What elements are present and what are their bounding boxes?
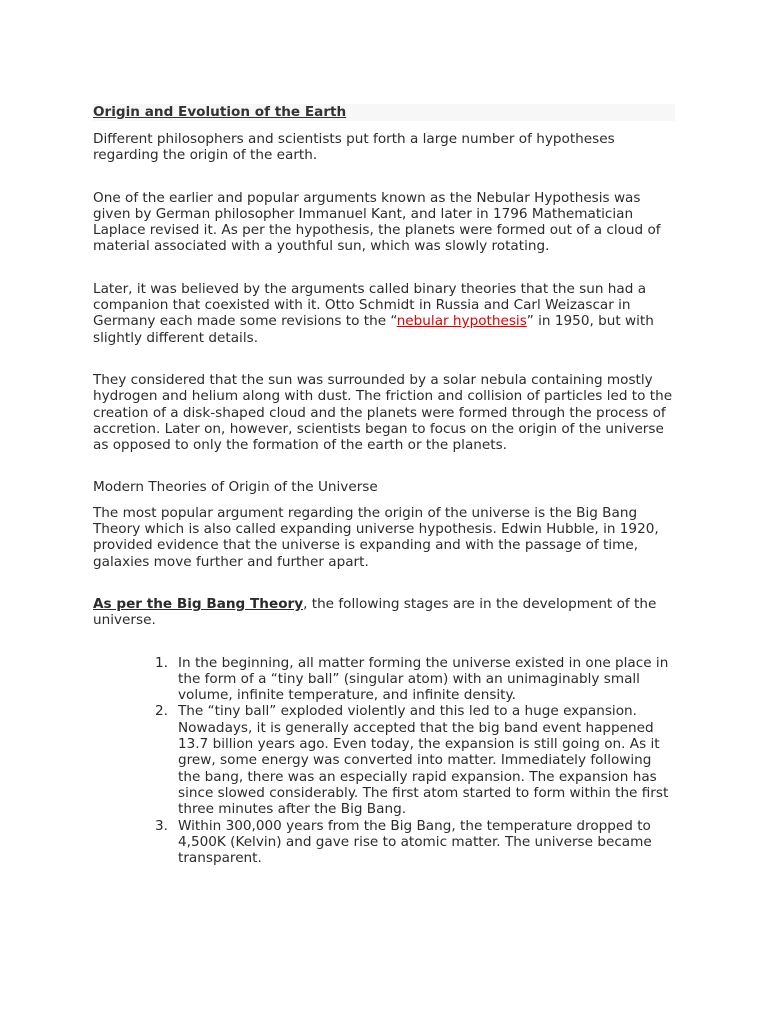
paragraph-nebular-hypothesis: One of the earlier and popular arguments known as the Nebular Hypothesis was given by German philosopher Immanuel Kant, and later in 1796 Mathematician Laplace revised it. As per the hypothesis, the planets were formed out of a cloud of material associated with a youthful sun, which was slowly rotating. <box>93 189 661 255</box>
stages-list <box>93 655 675 867</box>
list-item <box>93 818 675 867</box>
document-page <box>93 104 675 866</box>
list-item <box>93 655 675 704</box>
paragraph-binary-text-after: ” in 1950, but with slightly different details. <box>93 313 654 346</box>
list-item <box>93 703 675 817</box>
paragraph-stages-intro <box>93 596 675 629</box>
title-bar <box>93 104 675 121</box>
document-title: Origin and Evolution of the Earth <box>93 104 347 120</box>
paragraph-binary-theories <box>93 281 675 346</box>
list-item-number: 3. <box>155 817 168 834</box>
stages-intro-text: , the following stages are in the development of the universe. <box>93 595 657 629</box>
nebular-hypothesis-link[interactable]: nebular hypothesis <box>396 313 527 330</box>
paragraph-binary-text-before: Later, it was believed by the arguments called binary theories that the sun had a companion that coexisted with it. Otto Schmidt in Russia and Carl Weizascar in Germany each made some revisions to the “ <box>93 280 647 330</box>
list-item-text: In the beginning, all matter forming the universe existed in one place in the form of a “tiny ball” (singular atom) with an unimaginably small volume, infinite temperature, and infinite density. <box>178 654 669 704</box>
list-item-number: 1. <box>155 654 168 671</box>
section-subheading: Modern Theories of Origin of the Universe <box>93 479 378 496</box>
list-item-number: 2. <box>155 703 168 720</box>
big-bang-theory-heading: As per the Big Bang Theory <box>93 595 304 612</box>
list-item-text: Within 300,000 years from the Big Bang, the temperature dropped to 4,500K (Kelvin) and gave rise to atomic matter. The universe became transparent. <box>178 817 652 867</box>
paragraph-big-bang: The most popular argument regarding the origin of the universe is the Big Bang Theory which is also called expanding universe hypothesis. Edwin Hubble, in 1920, provided evidence that the universe is expanding and with the passage of time, galaxies move further and further apart. <box>93 504 659 570</box>
paragraph-solar-nebula: They considered that the sun was surrounded by a solar nebula containing mostly hydrogen and helium along with dust. The friction and collision of particles led to the creation of a disk-shaped cloud and the planets were formed through the process of accretion. Later on, however, scientists began to focus on the origin of the universe as opposed to only the formation of the earth or the planets. <box>93 371 673 454</box>
list-item-text: The “tiny ball” exploded violently and this led to a huge expansion. Nowadays, it is generally accepted that the big band event happened 13.7 billion years ago. Even today, the expansion is still going on. As it grew, some energy was converted into matter. Immediately following the bang, there was an especially rapid expansion. The expansion has since slowed considerably. The first atom started to form within the first three minutes after the Big Bang. <box>178 703 669 818</box>
paragraph-intro: Different philosophers and scientists put forth a large number of hypotheses regarding the origin of the earth. <box>93 131 615 164</box>
